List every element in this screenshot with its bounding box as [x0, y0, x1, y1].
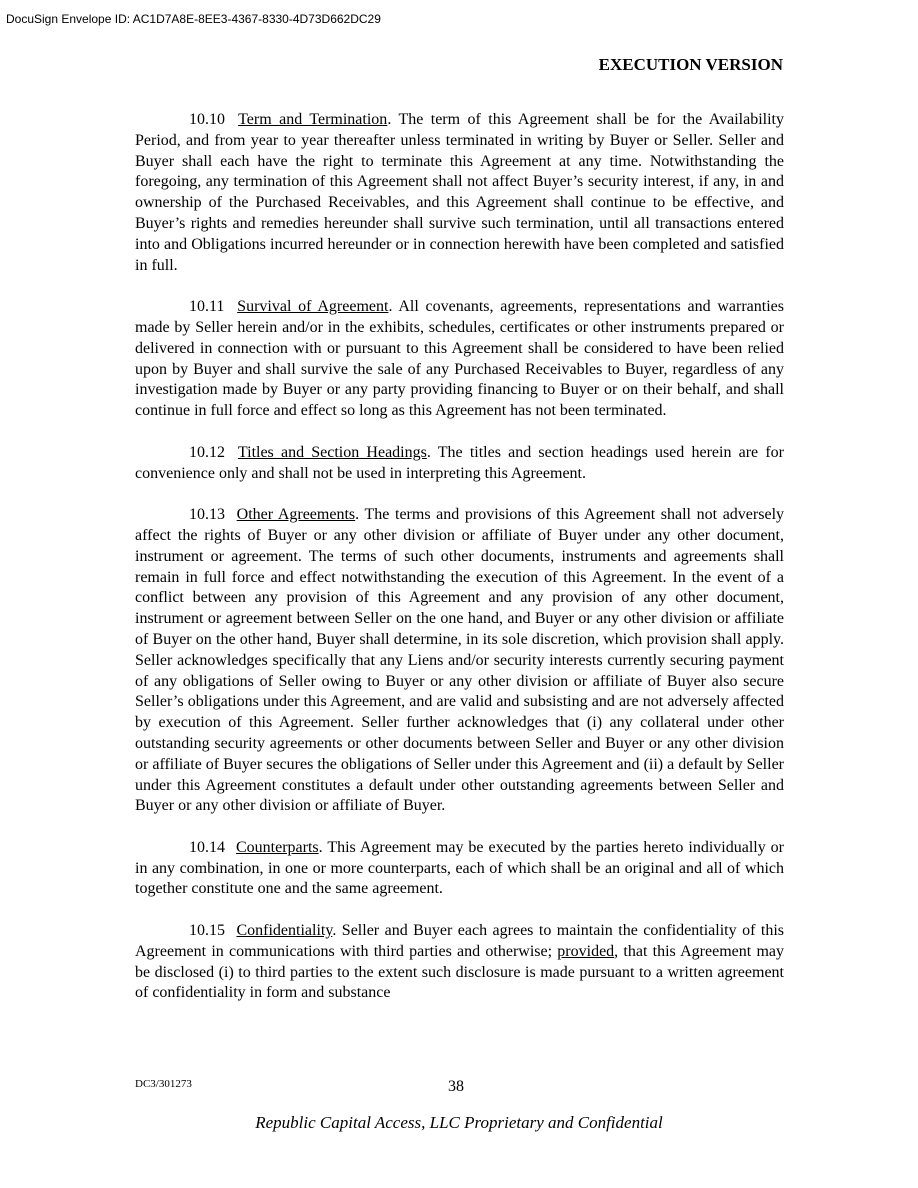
section-text: . This Agreement may be executed by the parties hereto individually or in any combination, in one or more counterparts, each of which shall be an original and all of which together constitute one and the same agreement.	[135, 838, 785, 898]
document-code: DC3/301273	[135, 1078, 192, 1090]
section-text: . All covenants, agreements, representations and warranties made by Seller herein and/or in the exhibits, schedules, certificates or other instruments prepared or delivered in connection with or pursuant to this Agreement shall be considered to have been relied upon by Buyer and shall survive the sale of any Purchased Receivables to Buyer, regardless of any investigation made by Buyer or any party providing financing to Buyer or on their behalf, and shall continue in full force and effect so long as this Agreement has not been terminated.	[135, 298, 785, 420]
section-10-13	[135, 505, 784, 817]
section-title: Titles and Section Headings	[237, 443, 427, 461]
section-title: Confidentiality	[236, 922, 333, 940]
section-10-15	[135, 921, 784, 1004]
section-title: Other Agreements	[236, 506, 356, 524]
document-body	[135, 110, 784, 1025]
section-10-11	[135, 297, 784, 422]
execution-version-label: EXECUTION VERSION	[598, 55, 783, 74]
docusign-envelope-id: DocuSign Envelope ID: AC1D7A8E-8EE3-4367-8330-4D73D662DC29	[6, 12, 381, 26]
section-text: . The terms and provisions of this Agreement shall not adversely affect the rights of Buyer or any other division or affiliate of Buyer under any other document, instrument or agreement. The terms of such other documents, instruments and agreements shall remain in full force and effect notwithstanding the execution of this Agreement. In the event of a conflict between any provision of this Agreement and any provision of any other document, instrument or agreement between Seller on the one hand, and Buyer or any other division or affiliate of Buyer on the other hand, Buyer shall determine, in its sole discretion, which provision shall apply. Seller acknowledges specifically that any Liens and/or security interests currently securing payment of any obligations of Seller owing to Buyer or any other division or affiliate of Buyer also secure Seller’s obligations under this Agreement, and are valid and subsisting and are not adversely affected by execution of this Agreement. Seller further acknowledges that (i) any collateral under other outstanding security agreements or other documents between Seller and Buyer or any other division or affiliate of Buyer secures the obligations of Seller under this Agreement and (ii) a default by Seller under this Agreement constitutes a default under other outstanding agreements between Seller and Buyer or any other division or affiliate of Buyer.	[135, 506, 785, 815]
page-number: 38	[448, 1078, 464, 1095]
section-10-12	[135, 443, 784, 485]
section-title: Survival of Agreement	[237, 298, 389, 316]
section-number: 10.12	[189, 443, 225, 461]
section-text: . The titles and section headings used herein are for convenience only and shall not be used in interpreting this Agreement.	[135, 443, 784, 482]
section-number: 10.10	[189, 111, 225, 128]
section-number: 10.13	[189, 506, 225, 524]
section-number: 10.15	[189, 922, 225, 940]
proviso-term: provided	[557, 942, 615, 960]
section-text: . Seller and Buyer each agrees to maintain the confidentiality of this Agreement in communications with third parties and otherwise;	[135, 922, 784, 960]
section-number: 10.11	[189, 298, 225, 316]
section-title: Counterparts	[235, 838, 319, 856]
confidentiality-footer: Republic Capital Access, LLC Proprietary and Confidential	[255, 1113, 663, 1132]
section-10-14	[135, 838, 784, 900]
section-number: 10.14	[189, 838, 225, 856]
section-text-continued: , that this Agreement may be disclosed (i) to third parties to the extent such disclosure is made pursuant to a written agreement of confidentiality in form and substance	[135, 942, 784, 1002]
section-text: . The term of this Agreement shall be for the Availability Period, and from year to year thereafter unless terminated in writing by Buyer or Seller. Seller and Buyer shall each have the right to terminate this Agreement at any time. Notwithstanding the foregoing, any termination of this Agreement shall not affect Buyer’s security interest, if any, in and ownership of the Purchased Receivables, and this Agreement shall continue to be effective, and Buyer’s rights and remedies hereunder shall survive such termination, until all transactions entered into and Obligations incurred hereunder or in connection herewith have been completed and satisfied in full.	[135, 111, 784, 274]
section-10-10	[135, 110, 784, 276]
section-title: Term and Termination	[238, 111, 388, 128]
